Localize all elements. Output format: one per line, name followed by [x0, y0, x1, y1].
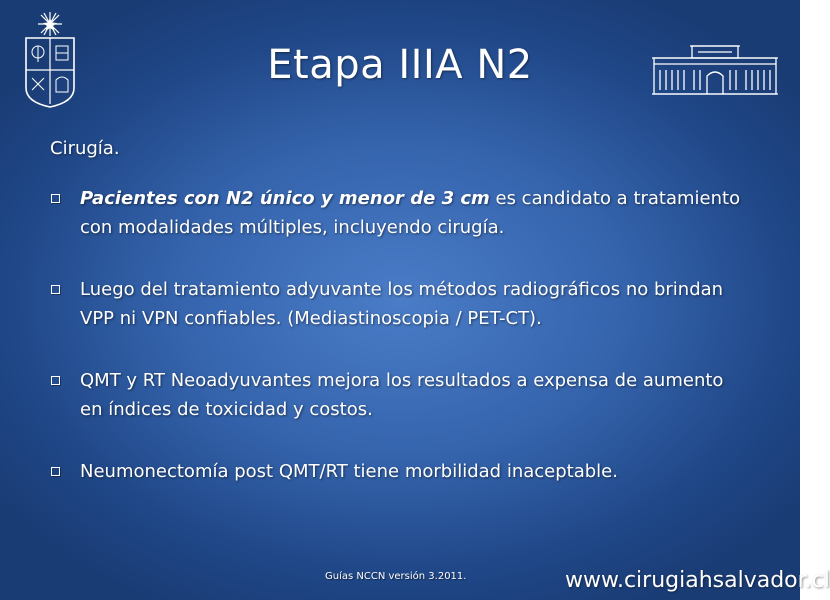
bullet-item	[45, 457, 745, 486]
checkbox-bullet-icon	[51, 194, 60, 203]
checkbox-bullet-icon	[51, 376, 60, 385]
bullet-item	[45, 184, 745, 242]
bullet-list	[45, 184, 745, 519]
section-heading: Cirugía.	[50, 138, 120, 159]
footer-source: Guías NCCN versión 3.2011.	[325, 571, 467, 582]
bullet-item	[45, 275, 745, 333]
footer-website: www.cirugiahsalvador.cl	[565, 568, 830, 593]
slide-title: Etapa IIIA N2	[267, 42, 533, 88]
bullet-text: Neumonectomía post QMT/RT tiene morbilidad inaceptable.	[80, 461, 618, 482]
bullet-emphasis: Pacientes con N2 único y menor de 3 cm	[80, 188, 490, 209]
checkbox-bullet-icon	[51, 285, 60, 294]
bullet-text: Luego del tratamiento adyuvante los métodos radiográficos no brindan VPP ni VPN confiables. (Mediastinoscopia / PET-CT).	[80, 279, 724, 329]
bullet-item	[45, 366, 745, 424]
checkbox-bullet-icon	[51, 467, 60, 476]
bullet-text: es candidato a tratamiento con modalidades múltiples, incluyendo cirugía.	[80, 188, 741, 238]
bullet-text: QMT y RT Neoadyuvantes mejora los resultados a expensa de aumento en índices de toxicidad y costos.	[80, 370, 724, 420]
